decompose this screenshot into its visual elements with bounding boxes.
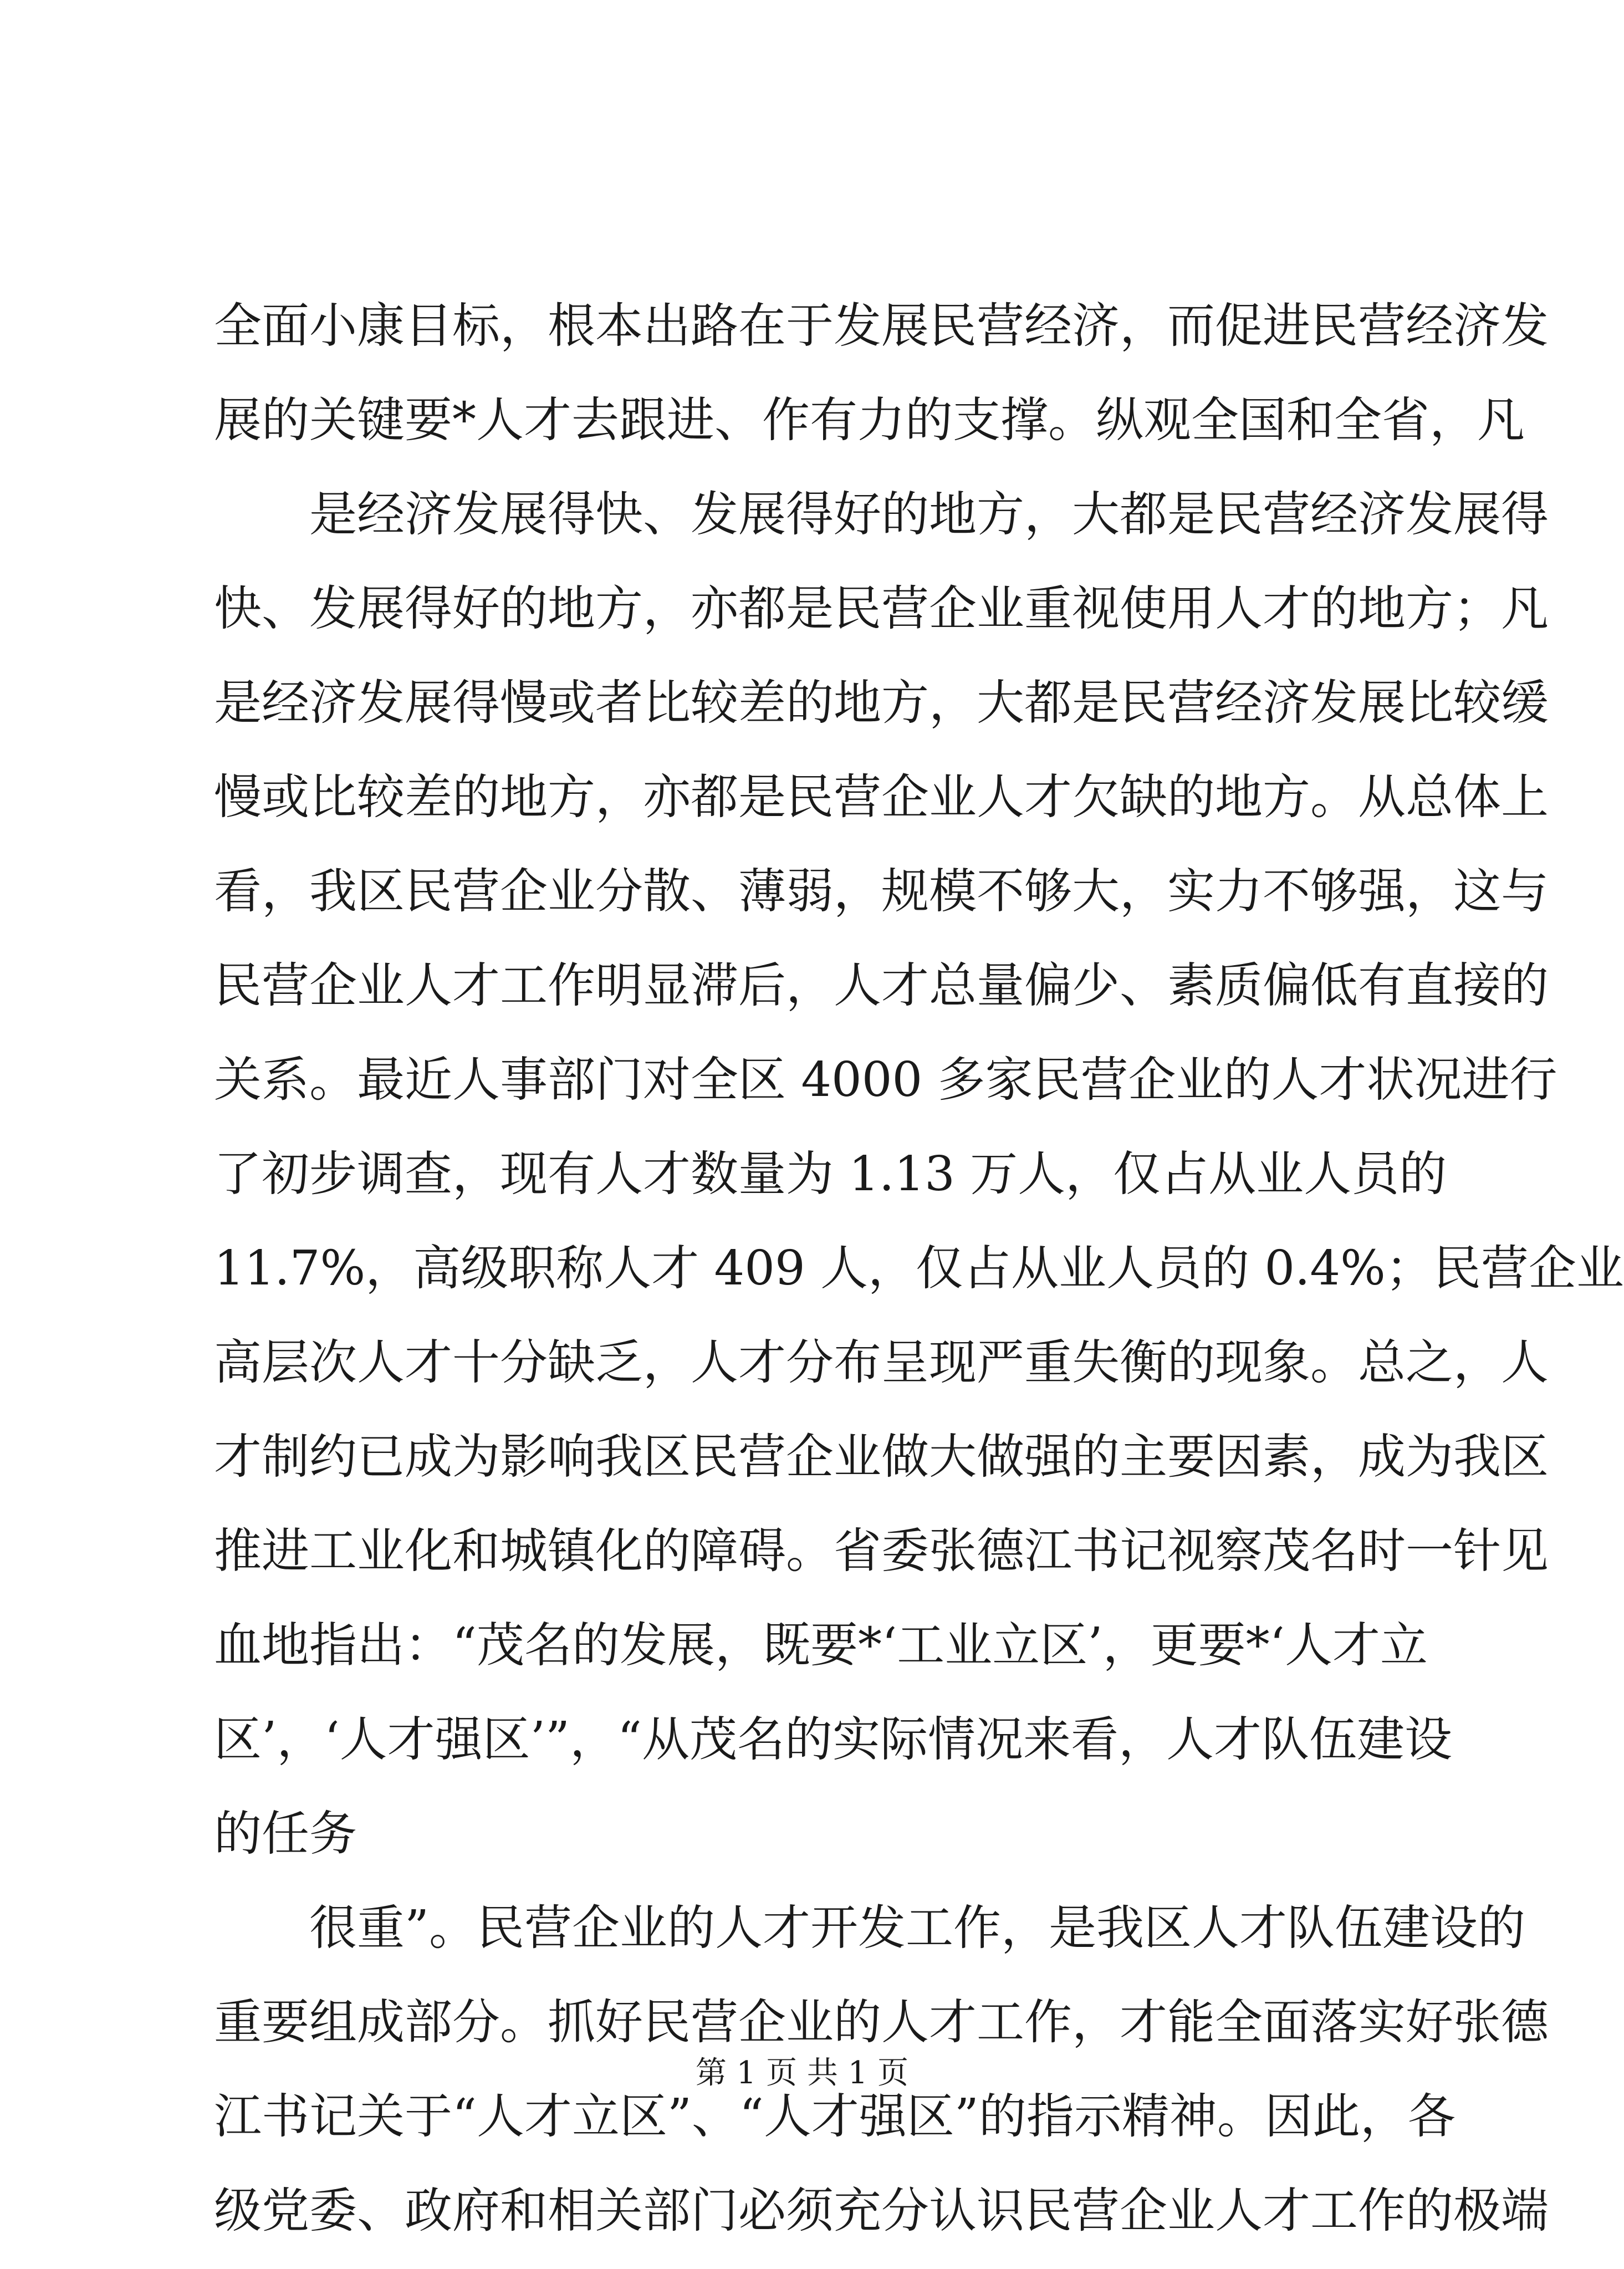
page-number-footer: 第 1 页 共 1 页 [695, 2055, 909, 2091]
text-line-16: 区’，‘人才强区’”，“从茂名的实际情况来看，人才队伍建设 [214, 1712, 1452, 1767]
text-line-7: 看，我区民营企业分散、薄弱，规模不够大，实力不够强，这与 [214, 864, 1549, 919]
text-line-11: 11.7%，高级职称人才 409 人，仅占从业人员的 0.4%；民营企业 [214, 1241, 1624, 1296]
text-line-2: 展的关键要*人才去跟进、作有力的支撑。纵观全国和全省，凡 [214, 392, 1525, 448]
text-line-19: 重要组成部分。抓好民营企业的人才工作，才能全面落实好张德 [214, 1995, 1549, 2050]
text-line-18: 很重”。民营企业的人才开发工作，是我区人才队伍建设的 [309, 1900, 1525, 1956]
text-line-8: 民营企业人才工作明显滞后，人才总量偏少、素质偏低有直接的 [214, 958, 1549, 1013]
text-line-15: 血地指出：“茂名的发展，既要*‘工业立区’，更要*‘人才立 [214, 1618, 1428, 1673]
text-line-21: 级党委、政府和相关部门必须充分认识民营企业人才工作的极端 [214, 2183, 1549, 2239]
text-line-17: 的任务 [214, 1806, 357, 1862]
text-line-6: 慢或比较差的地方，亦都是民营企业人才欠缺的地方。从总体上 [214, 769, 1549, 825]
text-line-10: 了初步调查，现有人才数量为 1.13 万人，仅占从业人员的 [214, 1146, 1447, 1202]
text-line-20: 江书记关于“人才立区”、“人才强区”的指示精神。因此，各 [214, 2089, 1456, 2144]
text-line-5: 是经济发展得慢或者比较差的地方，大都是民营经济发展比较缓 [214, 675, 1549, 731]
text-line-12: 高层次人才十分缺乏，人才分布呈现严重失衡的现象。总之，人 [214, 1335, 1549, 1390]
text-line-3: 是经济发展得快、发展得好的地方，大都是民营经济发展得 [309, 487, 1549, 542]
text-line-13: 才制约已成为影响我区民营企业做大做强的主要因素，成为我区 [214, 1429, 1549, 1485]
text-line-1: 全面小康目标，根本出路在于发展民营经济，而促进民营经济发 [214, 298, 1549, 354]
text-line-4: 快、发展得好的地方，亦都是民营企业重视使用人才的地方；凡 [214, 581, 1549, 636]
text-line-9: 关系。最近人事部门对全区 4000 多家民营企业的人才状况进行 [214, 1052, 1557, 1108]
text-line-14: 推进工业化和城镇化的障碍。省委张德江书记视察茂名时一针见 [214, 1523, 1549, 1579]
